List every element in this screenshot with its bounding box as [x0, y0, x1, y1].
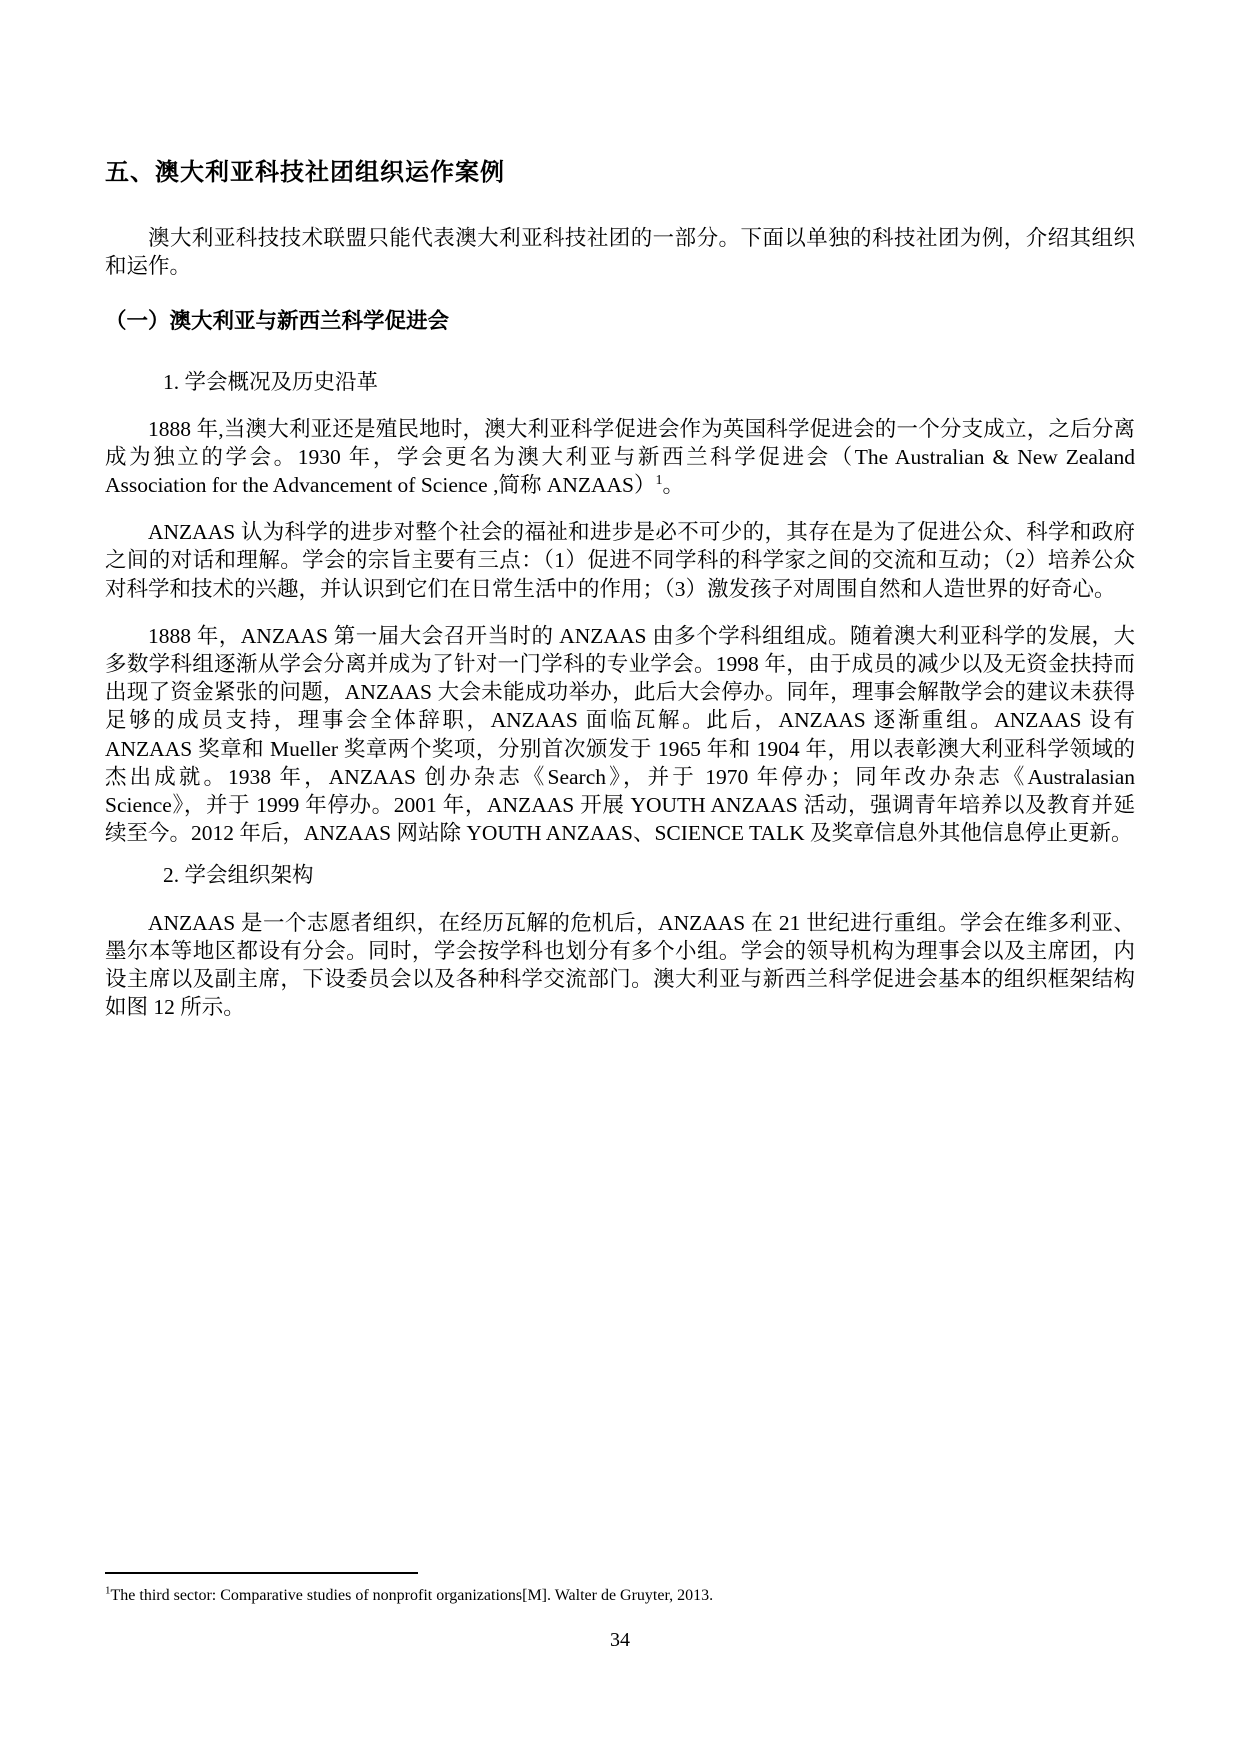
- history-paragraph: [105, 415, 1135, 500]
- page-title: 五、澳大利亚科技社团组织运作案例: [105, 159, 505, 186]
- history-paragraph-text-end: 。: [662, 473, 685, 498]
- page-number: 34: [610, 1629, 630, 1651]
- footnote-text: The third sector: Comparative studies of nonprofit organizations[M]. Walter de Gruyter, 2013.: [110, 1587, 714, 1604]
- footnote: [105, 1585, 1135, 1606]
- mission-paragraph: ANZAAS 认为科学的进步对整个社会的福祉和进步是必不可少的，其存在是为了促进公众、科学和政府之间的对话和理解。学会的宗旨主要有三点：（1）促进不同学科的科学家之间的交流和互动；（2）培养公众对科学和技术的兴趣，并认识到它们在日常生活中的作用；（3）激发孩子对周围自然和人造世界的好奇心。: [105, 520, 1135, 601]
- subsection-1-heading: 1. 学会概况及历史沿革: [163, 370, 379, 395]
- subsection-2-heading: 2. 学会组织架构: [163, 863, 314, 888]
- intro-paragraph: 澳大利亚科技技术联盟只能代表澳大利亚科技社团的一部分。下面以单独的科技社团为例，介绍其组织和运作。: [105, 226, 1135, 279]
- structure-paragraph: ANZAAS 是一个志愿者组织，在经历瓦解的危机后，ANZAAS 在 21 世纪进行重组。学会在维多利亚、墨尔本等地区都设有分会。同时，学会按学科也划分有多个小组。学会的领导机构为理事会以及主席团，内设主席以及副主席，下设委员会以及各种科学交流部门。澳大利亚与新西兰科学促进会基本的组织框架结构如图 12 所示。: [105, 910, 1135, 1020]
- history-paragraph-text: 1888 年,当澳大利亚还是殖民地时，澳大利亚科学促进会作为英国科学促进会的一个分支成立，之后分离成为独立的学会。1930 年，学会更名为澳大利亚与新西兰科学促进会（The Australian & New Zealand Association for the Advancement of Science ,简称 ANZAAS）: [105, 416, 1135, 498]
- section-1-heading: （一）澳大利亚与新西兰科学促进会: [105, 309, 450, 334]
- footnote-reference-marker: 1: [655, 472, 663, 488]
- footnote-separator-rule: [105, 1572, 418, 1574]
- development-paragraph: 1888 年，ANZAAS 第一届大会召开当时的 ANZAAS 由多个学科组组成。随着澳大利亚科学的发展，大多数学科组逐渐从学会分离并成为了针对一门学科的专业学会。1998 年，由于成员的减少以及无资金扶持而出现了资金紧张的问题，ANZAAS 大会未能成功举办，此后大会停办。同年，理事会解散学会的建议未获得足够的成员支持，理事会全体辞职，ANZAAS 面临瓦解。此后，ANZAAS 逐渐重组。ANZAAS 设有 ANZAAS 奖章和 Mueller 奖章两个奖项，分别首次颁发于 1965 年和 1904 年，用以表彰澳大利亚科学领域的杰出成就。1938 年，ANZAAS 创办杂志《Search》，并于 1970 年停办；同年改办杂志《Australasian Science》，并于 1999 年停办。2001 年，ANZAAS 开展 YOUTH ANZAAS 活动，强调青年培养以及教育并延续至今。2012 年后，ANZAAS 网站除 YOUTH ANZAAS、SCIENCE TALK 及奖章信息外其他信息停止更新。: [105, 623, 1135, 846]
- footnote-marker: 1: [105, 1584, 111, 1597]
